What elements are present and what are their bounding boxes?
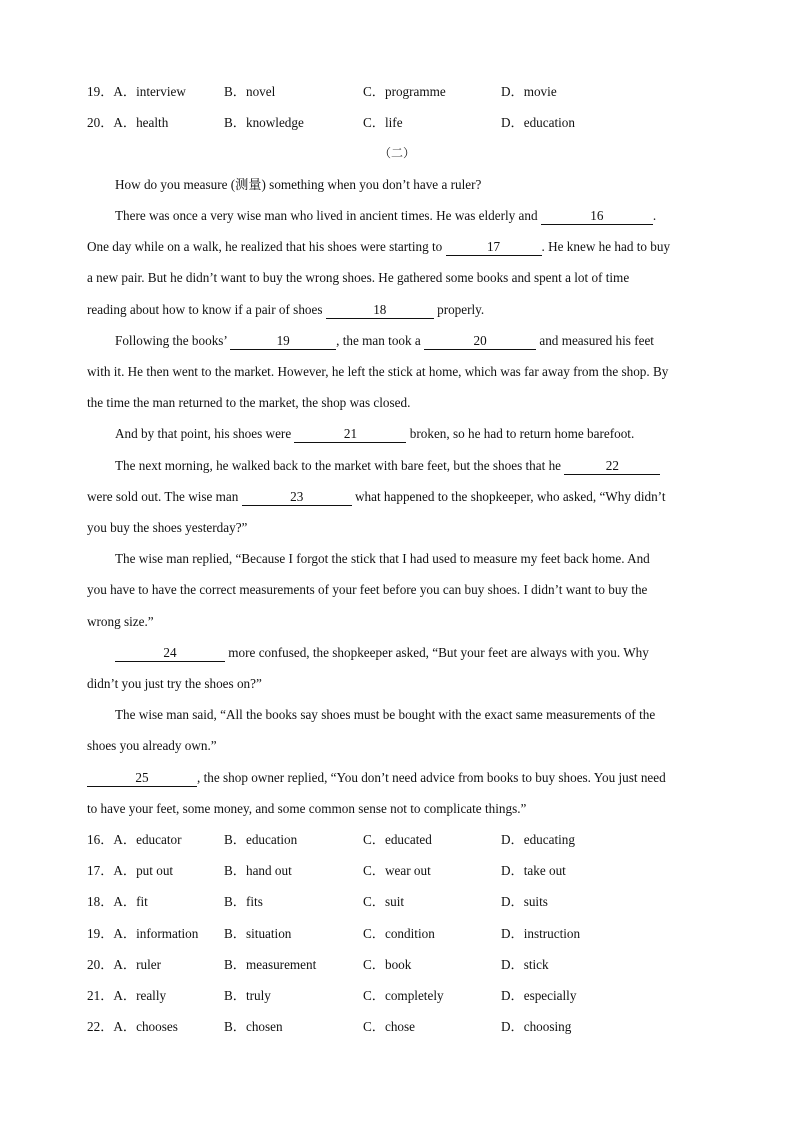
blank-20[interactable]: 20 xyxy=(424,333,536,350)
q22-option-b: B．chosen xyxy=(224,1019,283,1034)
q22-option-d: D．choosing xyxy=(501,1019,572,1034)
passage-text: And by that point, his shoes were xyxy=(115,426,295,441)
passage-line-19 xyxy=(87,768,707,788)
passage-text: One day while on a walk, he realized that his shoes were starting to xyxy=(87,239,446,254)
passage-line-13: you have to have the correct measurements of your feet before you can buy shoes. I didn’t want to buy the xyxy=(87,582,648,597)
q18-a-text: A．fit xyxy=(113,894,148,909)
passage-text: and measured his feet xyxy=(536,333,654,348)
passage-text: reading about how to know if a pair of shoes xyxy=(87,302,326,317)
q21-number: 21． xyxy=(87,988,114,1003)
q19-a-text: A．interview xyxy=(113,84,186,99)
passage-line-8 xyxy=(115,424,707,444)
q19-number: 19． xyxy=(87,84,114,99)
q20b-option-d: D．stick xyxy=(501,957,549,972)
q18-option-c: C．suit xyxy=(363,894,405,909)
q16-option-d: D．educating xyxy=(501,832,575,847)
q19b-option-d: D．instruction xyxy=(501,926,581,941)
passage-line-5 xyxy=(115,331,707,351)
q20-option-a xyxy=(87,113,168,133)
q16-option-b: B．education xyxy=(224,832,298,847)
passage-line-20: to have your feet, some money, and some common sense not to complicate things.” xyxy=(87,801,527,816)
q22-a-text: A．chooses xyxy=(113,1019,178,1034)
blank-22[interactable]: 22 xyxy=(564,458,660,475)
passage-line-9 xyxy=(115,456,707,476)
q17-option-d: D．take out xyxy=(501,863,566,878)
q18-number: 18． xyxy=(87,894,114,909)
q16-option-c: C．educated xyxy=(363,832,432,847)
q21-option-a xyxy=(87,986,166,1006)
q16-a-text: A．educator xyxy=(113,832,182,847)
q20-option-d: D．education xyxy=(501,115,575,130)
blank-24[interactable]: 24 xyxy=(115,645,225,662)
q19-option-b: B．novel xyxy=(224,84,276,99)
passage-text: broken, so he had to return home barefoot. xyxy=(406,426,635,441)
passage-line-4 xyxy=(87,300,707,320)
passage-text: , the man took a xyxy=(336,333,425,348)
passage-line-2 xyxy=(87,237,707,257)
q22-number: 22． xyxy=(87,1019,114,1034)
q21-option-d: D．especially xyxy=(501,988,577,1003)
q20-option-c: C．life xyxy=(363,115,403,130)
q17-option-a xyxy=(87,861,173,881)
section-title: （二） xyxy=(378,146,415,160)
q19-option-c: C．programme xyxy=(363,84,446,99)
passage-text: , the shop owner replied, “You don’t need advice from books to buy shoes. You just need xyxy=(197,770,666,785)
q20b-option-c: C．book xyxy=(363,957,412,972)
q20b-option-a xyxy=(87,955,161,975)
passage-text: more confused, the shopkeeper asked, “But your feet are always with you. Why xyxy=(225,645,649,660)
blank-21[interactable]: 21 xyxy=(294,426,406,443)
q19b-option-b: B．situation xyxy=(224,926,292,941)
passage-line-18: shoes you already own.” xyxy=(87,738,217,753)
q18-option-a xyxy=(87,892,148,912)
q17-number: 17． xyxy=(87,863,114,878)
q17-option-c: C．wear out xyxy=(363,863,431,878)
blank-16[interactable]: 16 xyxy=(541,208,653,225)
passage-text: Following the books’ xyxy=(115,333,231,348)
passage-line-14: wrong size.” xyxy=(87,614,154,629)
passage-text: . xyxy=(652,208,657,223)
blank-19[interactable]: 19 xyxy=(230,333,336,350)
passage-intro: How do you measure (测量) something when you don’t have a ruler? xyxy=(115,177,482,192)
passage-line-16: didn’t you just try the shoes on?” xyxy=(87,676,262,691)
q20b-option-b: B．measurement xyxy=(224,957,317,972)
passage-line-10 xyxy=(87,487,707,507)
q20b-a-text: A．ruler xyxy=(113,957,161,972)
passage-text: were sold out. The wise man xyxy=(87,489,242,504)
q18-option-b: B．fits xyxy=(224,894,263,909)
q19b-number: 19． xyxy=(87,926,114,941)
blank-23[interactable]: 23 xyxy=(242,489,352,506)
passage-text: . He knew he had to buy xyxy=(541,239,671,254)
blank-25[interactable]: 25 xyxy=(87,770,197,787)
q20-number: 20． xyxy=(87,115,114,130)
q22-option-a xyxy=(87,1017,178,1037)
q20-a-text: A．health xyxy=(113,115,169,130)
q21-option-c: C．completely xyxy=(363,988,444,1003)
q20b-number: 20． xyxy=(87,957,114,972)
passage-text: There was once a very wise man who lived in ancient times. He was elderly and xyxy=(115,208,541,223)
passage-text: properly. xyxy=(433,302,485,317)
blank-17[interactable]: 17 xyxy=(446,239,542,256)
q20-option-b: B．knowledge xyxy=(224,115,304,130)
passage-line-11: you buy the shoes yesterday?” xyxy=(87,520,248,535)
passage-line-3: a new pair. But he didn’t want to buy the wrong shoes. He gathered some books and spent a lot of time xyxy=(87,270,630,285)
q21-option-b: B．truly xyxy=(224,988,271,1003)
passage-line-15 xyxy=(115,643,707,663)
passage-line-12: The wise man replied, “Because I forgot the stick that I had used to measure my feet back home. And xyxy=(115,551,650,566)
q21-a-text: A．really xyxy=(113,988,167,1003)
q16-option-a xyxy=(87,830,181,850)
q17-option-b: B．hand out xyxy=(224,863,292,878)
q22-option-c: C．chose xyxy=(363,1019,416,1034)
passage-line-17: The wise man said, “All the books say shoes must be bought with the exact same measurements of the xyxy=(115,707,656,722)
passage-line-1 xyxy=(115,206,707,226)
q16-number: 16． xyxy=(87,832,114,847)
passage-text: what happened to the shopkeeper, who asked, “Why didn’t xyxy=(351,489,666,504)
q19-option-a xyxy=(87,82,186,102)
q19b-a-text: A．information xyxy=(113,926,199,941)
q19-option-d: D．movie xyxy=(501,84,557,99)
q18-option-d: D．suits xyxy=(501,894,548,909)
q19b-option-c: C．condition xyxy=(363,926,435,941)
q17-a-text: A．put out xyxy=(113,863,174,878)
passage-text: The next morning, he walked back to the market with bare feet, but the shoes that he xyxy=(115,458,565,473)
passage-line-6: with it. He then went to the market. However, he left the stick at home, which was far away from the shop. By xyxy=(87,364,669,379)
blank-18[interactable]: 18 xyxy=(326,302,434,319)
q19b-option-a xyxy=(87,924,198,944)
passage-line-7: the time the man returned to the market, the shop was closed. xyxy=(87,395,411,410)
